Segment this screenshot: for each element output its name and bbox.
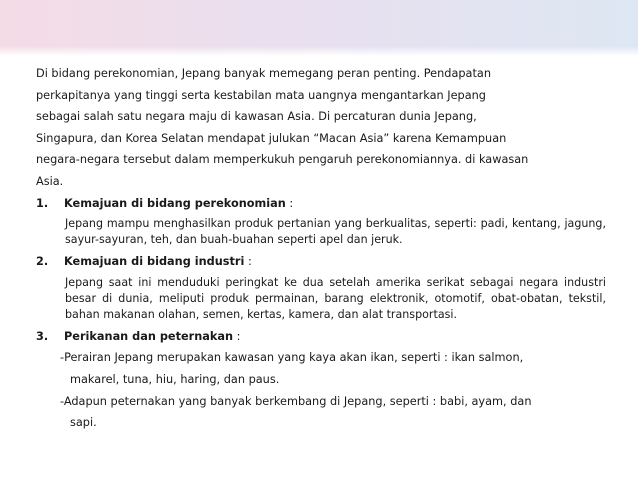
point-fisheries	[36, 326, 606, 434]
point-separator: :	[233, 329, 241, 343]
point-heading	[36, 193, 606, 215]
sub-line: -Perairan Jepang merupakan kawasan yang kaya akan ikan, seperti : ikan salmon,	[60, 351, 524, 365]
point-number: 2.	[36, 255, 49, 269]
point-industry	[36, 251, 606, 326]
point-heading	[36, 251, 606, 273]
intro-line: perkapitanya yang tinggi serta kestabilan mata uangnya mengantarkan Jepang	[36, 88, 486, 102]
point-separator: :	[244, 255, 252, 269]
point-separator: :	[285, 196, 294, 210]
point-economy	[36, 193, 606, 252]
intro-line: negara-negara tersebut dalam memperkukuh pengaruh perekonomiannya. di kawasan	[36, 153, 529, 167]
point-title: Kemajuan di bidang industri	[64, 255, 245, 269]
intro-line: Asia.	[36, 174, 64, 188]
intro-line: Singapura, dan Korea Selatan mendapat julukan “Macan Asia” karena Kemampuan	[36, 131, 507, 145]
point-title: Kemajuan di bidang perekonomian	[64, 196, 286, 210]
point-heading	[36, 326, 606, 348]
intro-line: sebagai salah satu negara maju di kawasan Asia. Di percaturan dunia Jepang,	[36, 110, 477, 124]
intro-line: Di bidang perekonomian, Jepang banyak memegang peran penting. Pendapatan	[36, 67, 491, 80]
intro-paragraph	[36, 63, 606, 193]
sub-line: -Adapun peternakan yang banyak berkembang di Jepang, seperti : babi, ayam, dan	[60, 394, 532, 408]
point-sub-list	[60, 347, 606, 433]
slide-header-band	[0, 0, 638, 56]
point-text: Jepang mampu menghasilkan produk pertanian yang berkualitas, seperti: padi, kentang, jagung, sayur-sayuran, teh, dan buah-buahan seperti apel dan jeruk.	[65, 217, 606, 247]
point-text: Jepang saat ini menduduki peringkat ke dua setelah amerika serikat sebagai negara industri besar di dunia, meliputi produk permainan, barang elektronik, otomotif, obat-obatan, tekstil, bahan makanan olahan, semen, kertas, kamera, dan alat transportasi.	[65, 275, 606, 321]
slide-content	[36, 63, 606, 434]
sub-line: sapi.	[70, 416, 97, 430]
point-number: 1.	[36, 196, 49, 210]
point-number: 3.	[36, 329, 49, 343]
sub-line: makarel, tuna, hiu, haring, dan paus.	[70, 372, 280, 386]
point-title: Perikanan dan peternakan	[64, 329, 234, 343]
